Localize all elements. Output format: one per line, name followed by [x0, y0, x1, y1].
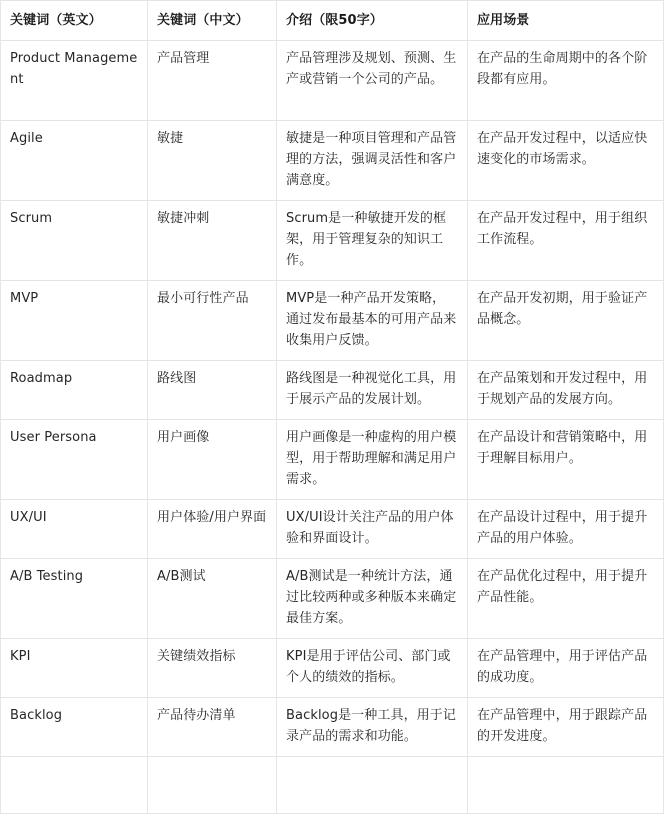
cell-introduction: 产品管理涉及规划、预测、生产或营销一个公司的产品。	[277, 41, 468, 121]
cell-introduction: Backlog是一种工具，用于记录产品的需求和功能。	[277, 698, 468, 757]
cell-keyword-english: Backlog	[1, 698, 148, 757]
table-row	[1, 41, 664, 121]
cell-introduction: 路线图是一种视觉化工具，用于展示产品的发展计划。	[277, 361, 468, 420]
cell-empty	[277, 757, 468, 814]
cell-introduction: UX/UI设计关注产品的用户体验和界面设计。	[277, 500, 468, 559]
cell-keyword-english: UX/UI	[1, 500, 148, 559]
cell-introduction: 用户画像是一种虚构的用户模型，用于帮助理解和满足用户需求。	[277, 420, 468, 500]
table-row	[1, 420, 664, 500]
cell-application-scenario: 在产品管理中，用于评估产品的成功度。	[468, 639, 664, 698]
header-keyword-chinese: 关键词（中文）	[148, 1, 277, 41]
cell-keyword-chinese: 关键绩效指标	[148, 639, 277, 698]
table-row	[1, 121, 664, 201]
cell-keyword-english: A/B Testing	[1, 559, 148, 639]
cell-keyword-english: Agile	[1, 121, 148, 201]
table-row	[1, 500, 664, 559]
cell-keyword-chinese: 产品管理	[148, 41, 277, 121]
cell-application-scenario: 在产品管理中，用于跟踪产品的开发进度。	[468, 698, 664, 757]
cell-application-scenario: 在产品开发过程中，用于组织工作流程。	[468, 201, 664, 281]
cell-application-scenario: 在产品开发初期，用于验证产品概念。	[468, 281, 664, 361]
cell-application-scenario: 在产品策划和开发过程中，用于规划产品的发展方向。	[468, 361, 664, 420]
cell-application-scenario: 在产品设计和营销策略中，用于理解目标用户。	[468, 420, 664, 500]
cell-empty	[148, 757, 277, 814]
cell-keyword-chinese: 最小可行性产品	[148, 281, 277, 361]
cell-keyword-english: Product Management	[1, 41, 148, 121]
cell-keyword-english: KPI	[1, 639, 148, 698]
cell-introduction: MVP是一种产品开发策略，通过发布最基本的可用产品来收集用户反馈。	[277, 281, 468, 361]
cell-keyword-chinese: 敏捷冲刺	[148, 201, 277, 281]
cell-keyword-english: MVP	[1, 281, 148, 361]
cell-application-scenario: 在产品设计过程中，用于提升产品的用户体验。	[468, 500, 664, 559]
header-introduction: 介绍（限50字）	[277, 1, 468, 41]
header-row	[1, 1, 664, 41]
cell-empty	[1, 757, 148, 814]
cell-keyword-english: User Persona	[1, 420, 148, 500]
cell-keyword-chinese: 敏捷	[148, 121, 277, 201]
table-row	[1, 361, 664, 420]
cell-application-scenario: 在产品开发过程中，以适应快速变化的市场需求。	[468, 121, 664, 201]
cell-introduction: Scrum是一种敏捷开发的框架，用于管理复杂的知识工作。	[277, 201, 468, 281]
cell-keyword-chinese: 用户体验/用户界面	[148, 500, 277, 559]
table-header	[1, 1, 664, 41]
cell-keyword-chinese: 路线图	[148, 361, 277, 420]
cell-introduction: A/B测试是一种统计方法，通过比较两种或多种版本来确定最佳方案。	[277, 559, 468, 639]
cell-keyword-chinese: A/B测试	[148, 559, 277, 639]
table-body	[1, 41, 664, 814]
cell-empty	[468, 757, 664, 814]
table-row	[1, 201, 664, 281]
header-application-scenario: 应用场景	[468, 1, 664, 41]
cell-application-scenario: 在产品的生命周期中的各个阶段都有应用。	[468, 41, 664, 121]
table-row	[1, 639, 664, 698]
table-row-partial	[1, 757, 664, 814]
cell-keyword-chinese: 产品待办清单	[148, 698, 277, 757]
cell-application-scenario: 在产品优化过程中，用于提升产品性能。	[468, 559, 664, 639]
cell-introduction: KPI是用于评估公司、部门或个人的绩效的指标。	[277, 639, 468, 698]
cell-keyword-chinese: 用户画像	[148, 420, 277, 500]
cell-keyword-english: Roadmap	[1, 361, 148, 420]
cell-keyword-english: Scrum	[1, 201, 148, 281]
cell-introduction: 敏捷是一种项目管理和产品管理的方法，强调灵活性和客户满意度。	[277, 121, 468, 201]
table-row	[1, 559, 664, 639]
header-keyword-english: 关键词（英文）	[1, 1, 148, 41]
table-row	[1, 698, 664, 757]
table-row	[1, 281, 664, 361]
